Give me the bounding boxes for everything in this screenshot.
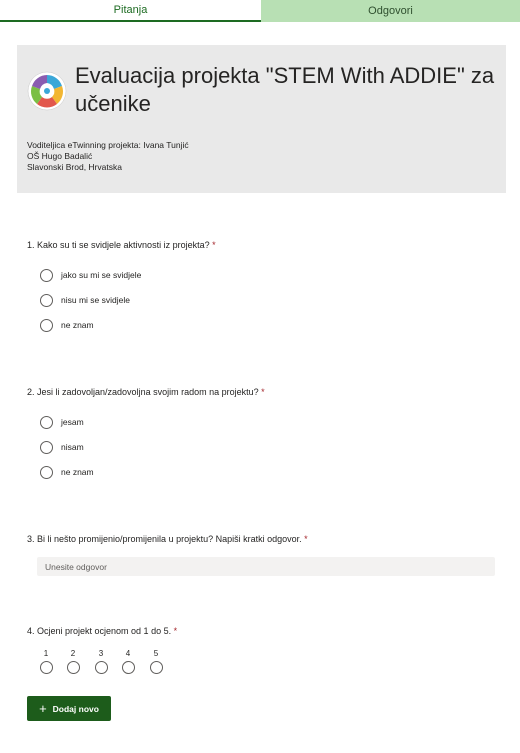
tab-bar — [0, 0, 520, 22]
description-line-location: Slavonski Brod, Hrvatska — [27, 162, 122, 172]
rating-option-4[interactable] — [121, 649, 135, 674]
option-label: ne znam — [61, 320, 94, 330]
option-label: jako su mi se svidjele — [61, 270, 142, 280]
question-2-label: 2. Jesi li zadovoljan/zadovoljna svojim radom na projektu? * — [27, 387, 265, 397]
question-2-option-1[interactable] — [40, 415, 84, 429]
option-label: jesam — [61, 417, 84, 427]
question-2 — [27, 386, 497, 486]
radio-button[interactable] — [40, 466, 53, 479]
radio-button[interactable] — [40, 441, 53, 454]
question-1-option-1[interactable] — [40, 268, 141, 282]
required-marker: * — [173, 626, 178, 636]
plus-icon: + — [39, 701, 47, 716]
rating-option-2[interactable] — [66, 649, 80, 674]
form-description — [27, 140, 189, 173]
question-4-label: 4. Ocjeni projekt ocjenom od 1 do 5. * — [27, 626, 178, 636]
rating-option-3[interactable] — [94, 649, 108, 674]
question-1-label: 1. Kako su ti se svidjele aktivnosti iz projekta? * — [27, 240, 216, 250]
rating-number: 4 — [125, 649, 131, 658]
question-4 — [27, 625, 497, 680]
description-line-coordinator: Voditeljica eTwinning projekta: Ivana Tunjić — [27, 140, 189, 150]
add-new-button[interactable] — [27, 696, 111, 721]
radio-button[interactable] — [40, 269, 53, 282]
add-new-label: Dodaj novo — [52, 703, 99, 714]
tab-answers[interactable]: Odgovori — [261, 0, 520, 22]
form-header-card — [17, 45, 506, 193]
question-1 — [27, 239, 497, 339]
radio-button[interactable] — [40, 661, 53, 674]
question-3-label: 3. Bi li nešto promijenio/promijenila u projektu? Napiši kratki odgovor. * — [27, 534, 308, 544]
required-marker: * — [212, 240, 216, 250]
tab-questions[interactable]: Pitanja — [0, 0, 261, 22]
rating-number: 3 — [98, 649, 104, 658]
required-marker: * — [261, 387, 265, 397]
radio-button[interactable] — [67, 661, 80, 674]
option-label: ne znam — [61, 467, 94, 477]
required-marker: * — [304, 534, 308, 544]
rating-number: 1 — [43, 649, 49, 658]
question-2-option-3[interactable] — [40, 465, 94, 479]
question-1-option-2[interactable] — [40, 293, 130, 307]
description-line-school: OŠ Hugo Badalić — [27, 151, 93, 161]
radio-button[interactable] — [40, 294, 53, 307]
radio-button[interactable] — [95, 661, 108, 674]
project-logo — [27, 71, 67, 111]
question-1-option-3[interactable] — [40, 318, 94, 332]
form-title: Evaluacija projekta "STEM With ADDIE" za učenike — [75, 63, 495, 116]
rating-number: 5 — [153, 649, 159, 658]
question-2-option-2[interactable] — [40, 440, 84, 454]
radio-button[interactable] — [40, 416, 53, 429]
radio-button[interactable] — [40, 319, 53, 332]
rating-number: 2 — [70, 649, 76, 658]
rating-option-1[interactable] — [39, 649, 53, 674]
option-label: nisu mi se svidjele — [61, 295, 130, 305]
rating-option-5[interactable] — [149, 649, 163, 674]
radio-button[interactable] — [122, 661, 135, 674]
option-label: nisam — [61, 442, 84, 452]
question-3 — [27, 533, 497, 583]
answer-input[interactable] — [37, 557, 495, 576]
radio-button[interactable] — [150, 661, 163, 674]
